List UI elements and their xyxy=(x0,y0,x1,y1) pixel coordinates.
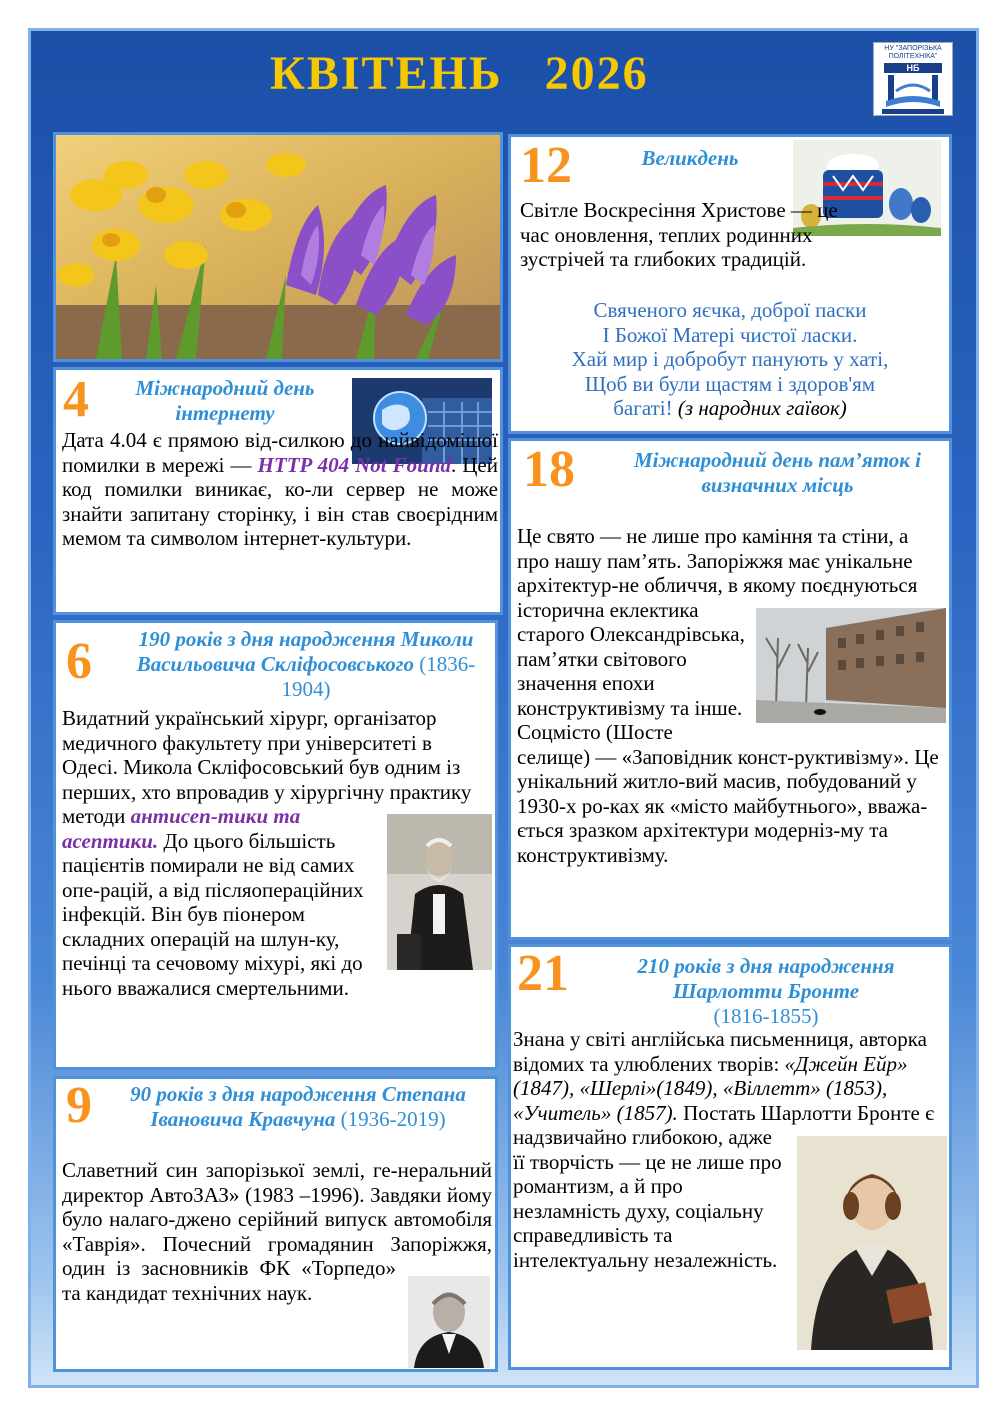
wrap-spacer xyxy=(380,814,490,974)
wrap-spacer xyxy=(396,1270,492,1370)
internet-day: 4 xyxy=(63,371,89,428)
easter-day: 12 xyxy=(520,137,572,194)
kravchun-title-text: 90 років з дня народження Степана Івановича Кравчуна xyxy=(130,1082,466,1131)
easter-text: Світле Воскресіння Христове — це час оновлення, теплих родинних зустрічей та глибоких традицій. xyxy=(520,198,838,271)
sklifosovsky-text-after: До цього більшість пацієнтів помирали не від самих опе-рацій, а від післяопераційних інфекцій. Він був піонером складних операцій на шлун-ку, печінці та сечовому міхурі, які до нього вважалися смертельними. xyxy=(62,828,364,1000)
sklifosovsky-text xyxy=(62,706,490,1000)
antiseptics-highlight: антисеп-тики та асептики. xyxy=(62,804,301,853)
sklifosovsky-title xyxy=(118,627,494,702)
easter-title: Великдень xyxy=(641,146,739,170)
poem-line: Щоб ви були щастям і здоров'ям xyxy=(584,371,876,396)
kravchun-text: Славетний син запорізької землі, ге-неральний директор АвтоЗАЗ» (1983 –1996). Завдяки йому було налаго-джено серійний випуск автомобіля «Таврія». Почесний громадянин Запоріжжя, один із засновників ФК «Торпедо» та кандидат технічних наук. xyxy=(62,1158,492,1370)
poem-line: Хай мир і добробут панують у хаті, xyxy=(571,347,889,371)
internet-text-before: Дата 4.04 є прямою від-силкою до найвідомішої помилки в мережі — xyxy=(62,428,498,477)
easter-poem xyxy=(514,298,946,421)
bronte-text-before: Знана у світі англійська письменниця, авторка відомих та улюблених творів: xyxy=(513,1027,927,1076)
poem-last-word: багаті! xyxy=(613,396,673,420)
monuments-day: 18 xyxy=(523,441,575,498)
poem-line: І Божої Матері чистої ласки. xyxy=(602,322,858,347)
sklifosovsky-text-before: Видатний український хірург, організатор медичного факультету при університеті в Одесі. Микола Скліфосовський був одним із перших, хто впровадив у хірургічну практику методи xyxy=(62,706,472,828)
sklifosovsky-years: (1836-1904) xyxy=(281,652,476,701)
monuments-title: Міжнародний день пам’яток і визначних місць xyxy=(634,448,921,497)
crocus-photo-card xyxy=(53,132,503,362)
internet-title: Міжнародний день інтернету xyxy=(135,376,315,425)
bronte-text-after: Постать Шарлотти Бронте є надзвичайно глибокою, адже її творчість — це не лише про романтизм, а й про незламність духу, соціальну справедливість та інтелектуальну незалежність. xyxy=(513,1100,935,1272)
kravchun-title xyxy=(118,1082,478,1132)
logo-mark: НБ xyxy=(906,63,920,73)
bronte-title xyxy=(584,954,948,1029)
library-logo: НУ "ЗАПОРІЗЬКА ПОЛІТЕХНІКА" НБ xyxy=(873,42,953,116)
kravchun-years: (1936-2019) xyxy=(340,1107,446,1131)
wrap-spacer xyxy=(787,1135,945,1355)
library-logo-icon xyxy=(874,61,952,119)
wrap-spacer xyxy=(751,608,945,728)
poem-line: Свяченого яєчка, доброї паски xyxy=(593,298,867,322)
bronte-day: 21 xyxy=(517,945,569,1002)
bronte-title-text: 210 років з дня народження Шарлотти Бронте xyxy=(637,954,895,1003)
poem-line-last xyxy=(514,396,946,421)
bronte-years: (1816-1855) xyxy=(713,1004,819,1028)
bronte-text xyxy=(513,1027,945,1355)
crocus-flowers-image xyxy=(56,135,500,359)
monuments-text xyxy=(517,524,945,867)
bronte-works: «Джейн Ейр» (1847), «Шерлі»(1849), «Віллетт» (1853), «Учитель» (1857). xyxy=(513,1051,908,1125)
monuments-text-body: Це свято — не лише про каміння та стіни, а про нашу пам’ять. Запоріжжя має унікальне архітектур-не обличчя, в якому поєднуються історична еклектика старого Олександрівська, пам’ятки світового значення епохи конструктивізму та інше. Соцмісто (Шосте селище) — «Заповідник конст-руктивізму». Це унікальний житло-вий масив, побудований у 1930-х ро-ках як «місто майбутнього», вважа-ється зразком архітектури модерніз-му та конструктивізму. xyxy=(517,524,939,867)
sklifosovsky-title-text: 190 років з дня народження Миколи Васильовича Скліфосовського xyxy=(136,627,474,676)
poem-source: (з народних гаївок) xyxy=(677,396,847,420)
internet-text xyxy=(62,428,498,551)
kravchun-day: 9 xyxy=(66,1077,92,1134)
page-title: КВІТЕНЬ 2026 xyxy=(270,47,649,100)
http-404-highlight: HTTP 404 Not Found xyxy=(257,452,451,477)
internet-text-after: . Цей код помилки виникає, ко-ли сервер не може знайти запитану сторінку, і він став своєрідним мемом та символом інтернет-культури. xyxy=(62,452,498,550)
sklifosovsky-day: 6 xyxy=(66,633,92,690)
